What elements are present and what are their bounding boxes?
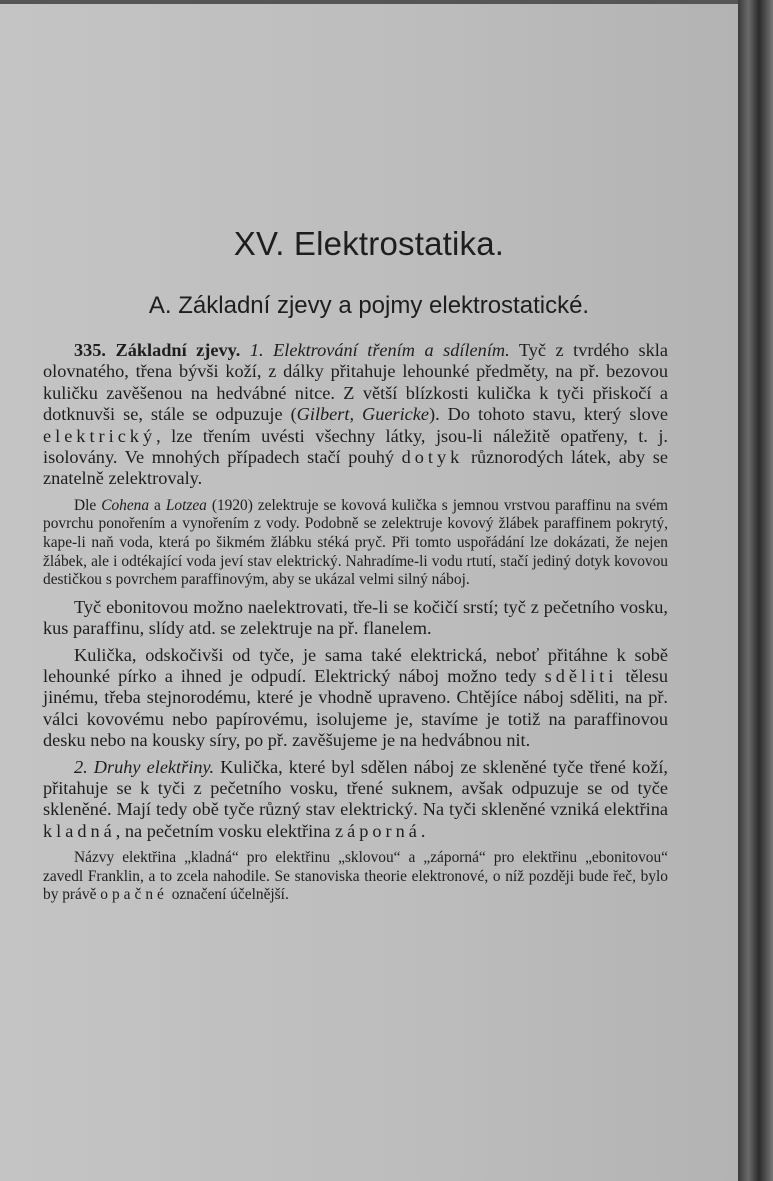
spaced-term-elektricky: elektrický <box>43 425 157 446</box>
spaced-term-opacne: opačné <box>100 886 168 904</box>
paragraph-text: , na pečetním vosku elektřina <box>115 820 336 841</box>
spaced-term-zaporna: záporná <box>335 820 421 841</box>
paragraph-text: . <box>420 820 426 841</box>
paragraph-text: Kulička, odskočivši od tyče, je sama také elektrická, neboť přitáhne k sobě lehounké pírko a ihned je odpudí. Elektrický náboj možno tedy <box>43 644 668 687</box>
citation-names: Gilbert, Guericke <box>296 404 430 425</box>
spaced-term-dotyk: dotyk <box>401 447 464 468</box>
note-text: Názvy elektřina „kladná“ pro elektřinu „sklovou“ a „záporná“ pro elektřinu „ebonitovou“ zavedl Franklin, a to zcela nahodile. Se stanoviska theorie elektronové, o níž později bude řeč, bylo by právě <box>43 849 668 904</box>
text-body <box>43 340 668 905</box>
paragraph-text: Kulička, které byl sdělen náboj ze skleněné tyče třené koží, přitahuje se k tyči z pečetního vosku, třené suknem, avšak odpuzuje se od tyče skleněné. Mají tedy obě tyče různý stav elektrický. Na tyči skleněné vzniká elektřina <box>43 756 668 820</box>
section-number: 335. Základní zjevy. <box>74 340 241 360</box>
paragraph-druhy-elektriny <box>43 757 668 843</box>
spaced-term-kladna: kladná <box>43 820 116 841</box>
paragraph-335 <box>43 340 668 490</box>
note-text: (1920) zelektruje se kovová kulička s jemnou vrstvou paraffinu na svém povrchu ponořením a vynořením z vody. Podobně se zelektruje kovový žlábek paraffinem pokrytý, kape-li naň voda, která po šikmém žlábku stéká pryč. Při tomto uspořádání lze dokázati, že nejen žlábek, ale i odtékající voda jeví stav elektrický. Nahradíme-li vodu rtutí, stačí jediný dotyk kovovou destičkou s povrchem paraffinovým, aby se ukázal velmi silný náboj. <box>43 496 668 589</box>
subheading-elektrovani: 1. Elektrování třením a sdílením. <box>249 340 510 360</box>
note-text: označení účelnější. <box>167 886 289 904</box>
subheading-druhy: 2. Druhy elektřiny. <box>74 756 215 777</box>
book-binding-edge <box>738 0 773 1181</box>
paragraph-text: ). Do tohoto stavu, který slove <box>429 404 668 425</box>
page-top-border <box>0 0 738 4</box>
author-lotz: Lotzea <box>165 496 207 514</box>
paragraph-text: Tyč z tvrdého skla olovnatého, třena bývši koží, z dálky přitahuje lehounké předměty, na př. bezovou kuličku zavěšenou na hedvábné nitce. Z větší blízkosti kulička k tyči přiskočí a dotknuvši se, stále se odpuzuje ( <box>43 340 668 425</box>
chapter-title: XV. Elektrostatika. <box>233 225 505 262</box>
author-cohen: Cohena <box>101 496 150 514</box>
paragraph-text: , lze třením uvésti všechny látky, jsou-li náležitě opatřeny, t. j. isolovány. Ve mnohých případech stačí pouhý <box>43 425 668 468</box>
paragraph-text: různorodých látek, aby se znatelně zelektrovaly. <box>43 447 668 489</box>
note-franklin <box>43 849 668 905</box>
note-cohen-lotz <box>43 497 668 590</box>
paragraph-ebonit: Tyč ebonitovou možno naelektrovati, tře-li se kočičí srstí; tyč z pečetního vosku, kus paraffinu, slídy atd. se zelektruje na př. flanelem. <box>43 596 668 639</box>
note-text: a <box>149 496 166 514</box>
spaced-term-sdeliti: sděliti <box>544 666 618 687</box>
paragraph-text: tělesu jinému, třeba stejnorodému, které je vhodně upraveno. Chtějíce náboj sděliti, na př. válci kovovému nebo papírovému, isolujeme je, stavíme je totiž na paraffinovou desku nebo na kousky síry, po př. zavěšujeme je na hedvábnou nit. <box>43 666 668 751</box>
section-title: A. Základní zjevy a pojmy elektrostatické. <box>148 292 590 319</box>
note-text: Dle <box>74 496 102 514</box>
paragraph-kulicka <box>43 645 668 752</box>
